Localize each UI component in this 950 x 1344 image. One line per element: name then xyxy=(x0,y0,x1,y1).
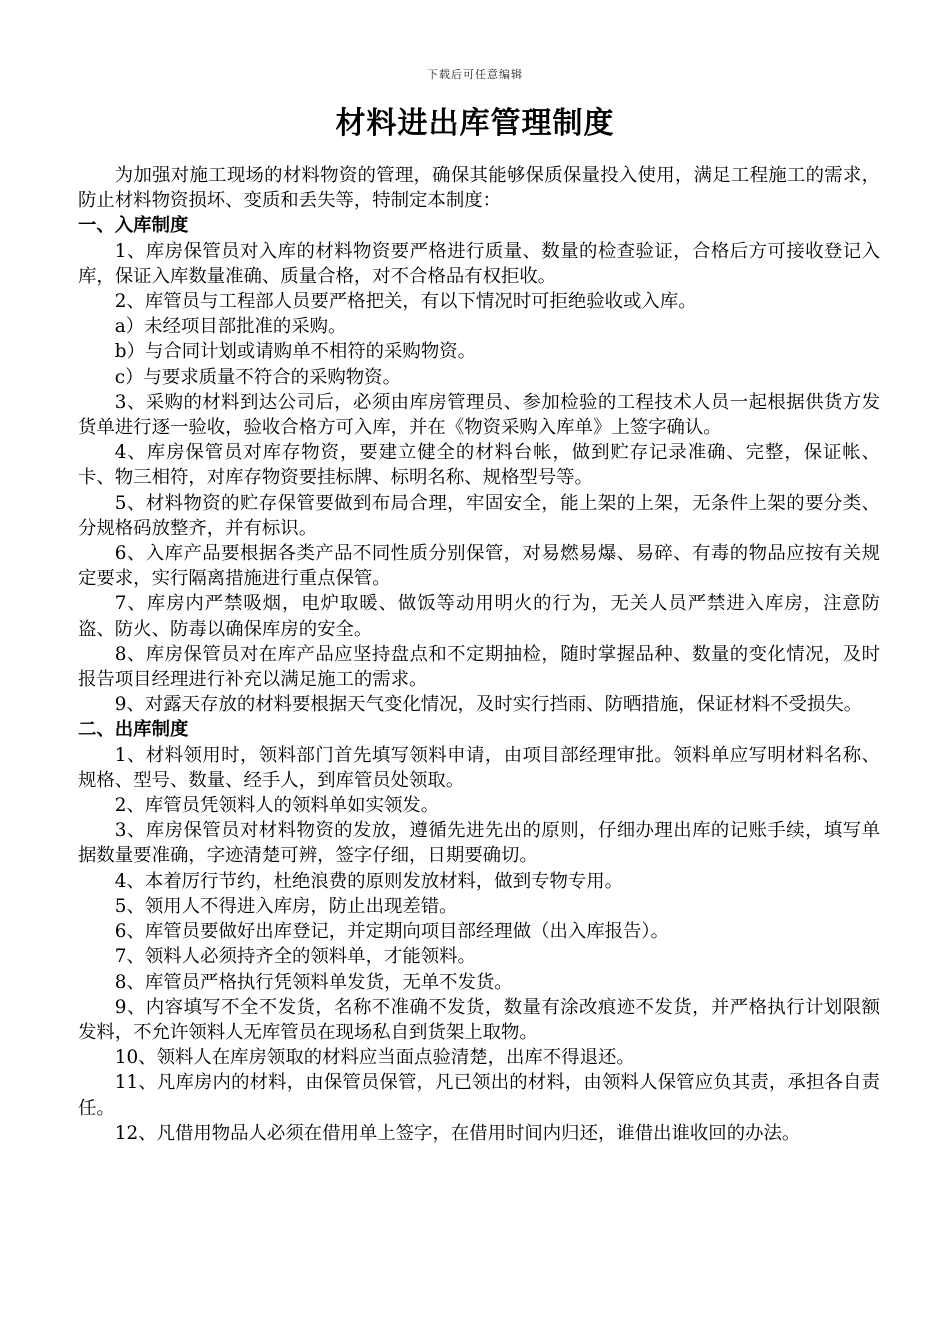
outbound-item: 2、库管员凭领料人的领料单如实领发。 xyxy=(114,795,440,817)
outbound-item: 4、本着厉行节约，杜绝浪费的原则发放材料，做到专物专用。 xyxy=(114,870,624,892)
outbound-item: 8、库管员严格执行凭领料单发货，无单不发货。 xyxy=(114,971,513,993)
inbound-subitem: b）与合同计划或请购单不相符的采购物资。 xyxy=(114,341,476,363)
inbound-item: 6、入库产品要根据各类产品不同性质分别保管，对易燃易爆、易碎、有毒的物品应按有关规定要求，实行隔离措施进行重点保管。 xyxy=(78,543,880,590)
outbound-item: 10、领料人在库房领取的材料应当面点验清楚，出库不得退还。 xyxy=(114,1047,635,1069)
outbound-item: 11、凡库房内的材料，由保管员保管，凡已领出的材料，由领料人保管应负其责，承担各自责任。 xyxy=(78,1072,880,1119)
outbound-item: 1、材料领用时，领料部门首先填写领料申请，由项目部经理审批。领料单应写明材料名称、规格、型号、数量、经手人，到库管员处领取。 xyxy=(78,744,880,791)
inbound-item: 5、材料物资的贮存保管要做到布局合理，牢固安全，能上架的上架，无条件上架的要分类、分规格码放整齐，并有标识。 xyxy=(78,492,880,539)
outbound-item: 5、领用人不得进入库房，防止出现差错。 xyxy=(114,895,458,917)
outbound-item: 7、领料人必须持齐全的领料单，才能领料。 xyxy=(114,946,476,968)
outbound-item: 12、凡借用物品人必须在借用单上签字，在借用时间内归还，谁借出谁收回的办法。 xyxy=(114,1122,801,1144)
inbound-subitem: c）与要求质量不符合的采购物资。 xyxy=(114,366,401,388)
outbound-item: 6、库管员要做好出库登记，并定期向项目部经理做（出入库报告）。 xyxy=(114,921,670,943)
section-heading-outbound: 二、出库制度 xyxy=(78,719,189,741)
inbound-item: 9、对露天存放的材料要根据天气变化情况，及时实行挡雨、防晒措施，保证材料不受损失。 xyxy=(114,694,863,716)
page-title: 材料进出库管理制度 xyxy=(335,106,615,141)
document-body xyxy=(78,163,880,1146)
section-heading-inbound: 一、入库制度 xyxy=(78,215,189,237)
inbound-item: 3、采购的材料到达公司后，必须由库房管理员、参加检验的工程技术人员一起根据供货方发货单进行逐一验收，验收合格方可入库，并在《物资采购入库单》上签字确认。 xyxy=(78,391,880,439)
inbound-subitem: a）未经项目部批准的采购。 xyxy=(114,316,347,338)
inbound-item: 4、库房保管员对库存物资，要建立健全的材料台帐，做到贮存记录准确、完整，保证帐、卡、物三相符，对库存物资要挂标牌、标明名称、规格型号等。 xyxy=(78,442,880,489)
inbound-item: 8、库房保管员对在库产品应坚持盘点和不定期抽检，随时掌握品种、数量的变化情况，及时报告项目经理进行补充以满足施工的需求。 xyxy=(78,643,880,691)
intro-paragraph: 为加强对施工现场的材料物资的管理，确保其能够保质保量投入使用，满足工程施工的需求，防止材料物资损坏、变质和丢失等，特制定本制度： xyxy=(78,165,880,212)
outbound-item: 3、库房保管员对材料物资的发放，遵循先进先出的原则，仔细办理出库的记账手续，填写单据数量要准确，字迹清楚可辨，签字仔细，日期要确切。 xyxy=(78,820,880,867)
inbound-item: 7、库房内严禁吸烟，电炉取暖、做饭等动用明火的行为，无关人员严禁进入库房，注意防盗、防火、防毒以确保库房的安全。 xyxy=(78,593,880,640)
header-note: 下载后可任意编辑 xyxy=(427,68,523,81)
inbound-item: 1、库房保管员对入库的材料物资要严格进行质量、数量的检查验证，合格后方可接收登记入库，保证入库数量准确、质量合格，对不合格品有权拒收。 xyxy=(78,240,880,287)
outbound-item: 9、内容填写不全不发货，名称不准确不发货，数量有涂改痕迹不发货，并严格执行计划限额发料，不允许领料人无库管员在现场私自到货架上取物。 xyxy=(78,996,880,1043)
inbound-item: 2、库管员与工程部人员要严格把关，有以下情况时可拒绝验收或入库。 xyxy=(114,291,697,313)
